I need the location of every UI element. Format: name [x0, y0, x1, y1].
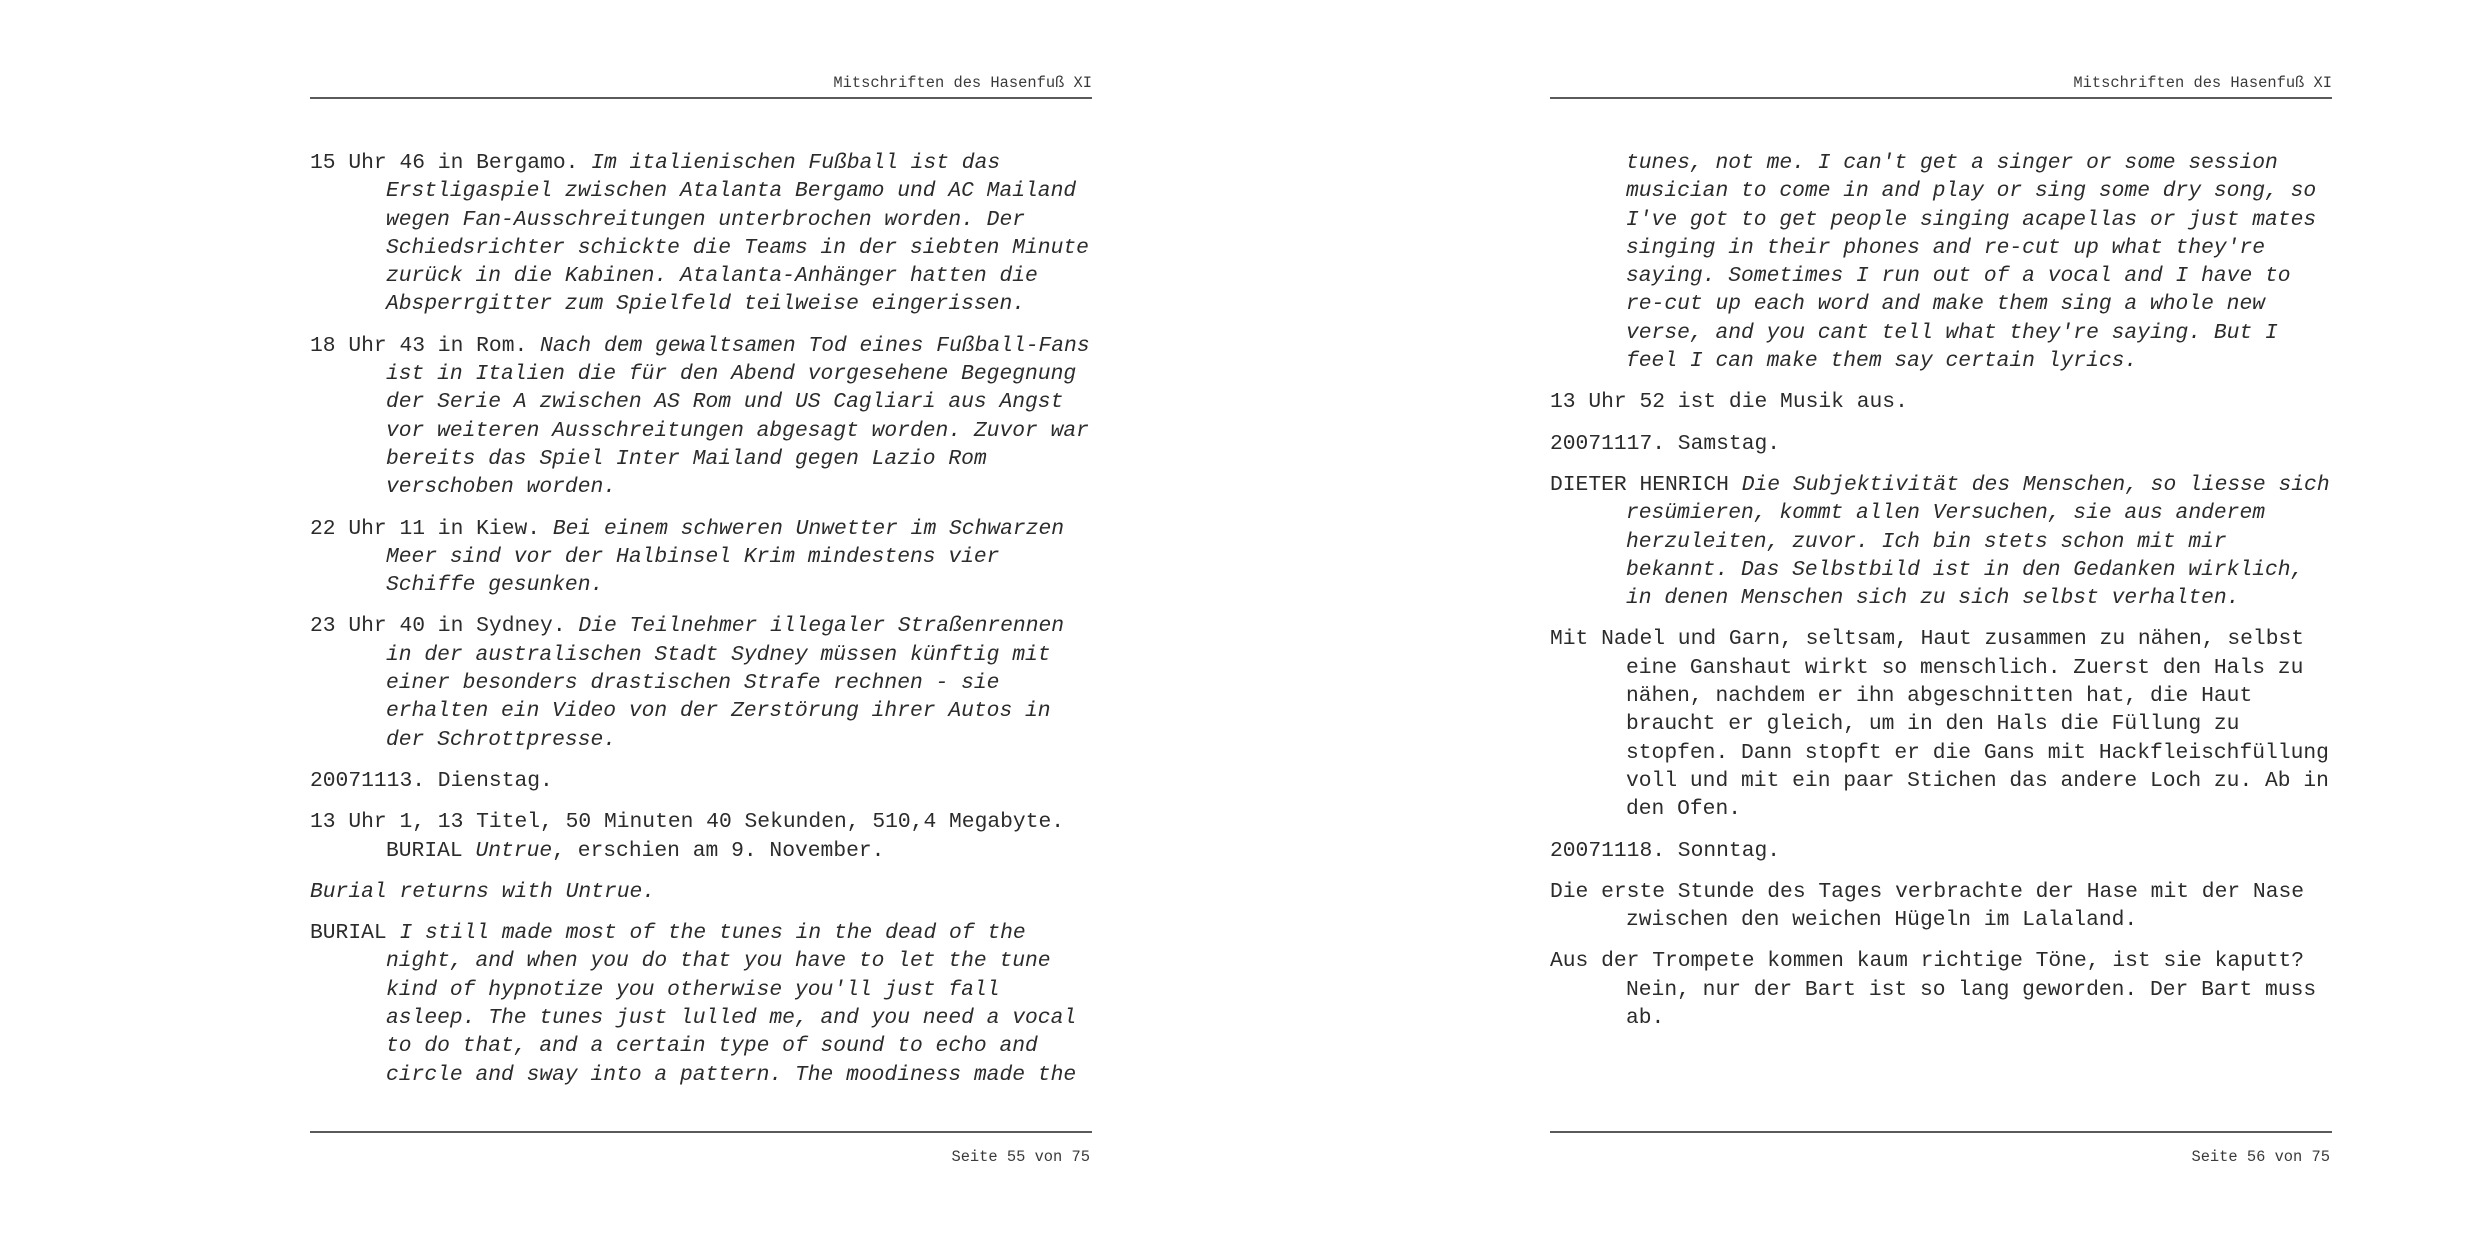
entry-music-off: 13 Uhr 52 ist die Musik aus.: [1550, 390, 1908, 415]
page-number: Seite 56 von 75: [2191, 1148, 2330, 1166]
entry-sydney: [310, 612, 1096, 753]
entry-quote: Nach dem gewaltsamen Tod eines Fußball-Fans ist in Italien die für den Abend vorgesehene Begegnung der Serie A zwischen AS Rom und US Cagliari aus Angst vor weiteren Ausschreitungen abgesagt worden. Zuvor war bereits das Spiel Inter Mailand gegen Lazio Rom verschoben worden.: [386, 333, 1090, 500]
entry-lead: 13 Uhr 1, 13 Titel, 50 Minuten 40 Sekunden, 510,4 Megabyte.: [310, 810, 1065, 835]
date-heading: 20071117. Samstag.: [1550, 431, 1781, 456]
running-header: Mitschriften des Hasenfuß XI: [833, 74, 1092, 92]
entry-lead: 18 Uhr 43 in Rom.: [310, 333, 528, 358]
entry-nadel: Mit Nadel und Garn, seltsam, Haut zusammen zu nähen, selbst eine Ganshaut wirkt so menschlich. Zuerst den Hals zu nähen, nachdem er ihn abgeschnitten hat, die Haut braucht er gleich, um in den Hals die Füllung zu stopfen. Dann stopft er die Gans mit Hackfleischfüllung voll und mit ein paar Stichen das andere Loch zu. Ab in den Ofen.: [1550, 627, 2329, 822]
running-header: Mitschriften des Hasenfuß XI: [2073, 74, 2332, 92]
entry-lead: BURIAL: [310, 921, 387, 946]
page-body: [310, 149, 1096, 1102]
entry-burial-quote-continued: tunes, not me. I can't get a singer or some session musician to come in and play or sing some dry song, so I've got to get people singing acapellas or just mates singing in their phones and re-cut up what they're saying. Sometimes I run out of a vocal and I have to re-cut up each word and make them sing a whole new verse, and you cant tell what they're saying. But I feel I can make them say certain lyrics.: [1626, 151, 2317, 374]
header-rule: [310, 97, 1092, 99]
entry-lead: 23 Uhr 40 in Sydney.: [310, 614, 566, 639]
entry-quote: I still made most of the tunes in the dead of the night, and when you do that you have to let the tune kind of hypnotize you otherwise you'll just fall asleep. The tunes just lulled me, and you need a vocal to do that, and a certain type of sound to echo and circle and sway into a pattern. The moodiness made the: [386, 921, 1077, 1087]
entry-trompete: Aus der Trompete kommen kaum richtige Töne, ist sie kaputt? Nein, nur der Bart ist so lang geworden. Der Bart muss ab.: [1550, 949, 2317, 1031]
page-body: [1550, 149, 2336, 1045]
date-heading: 20071113. Dienstag.: [310, 768, 553, 793]
entry-rom: [310, 332, 1096, 502]
left-page: [310, 0, 1092, 1240]
entry-lead: 22 Uhr 11 in Kiew.: [310, 516, 541, 541]
entry-quote: Die Teilnehmer illegaler Straßenrennen in der australischen Stadt Sydney müssen künftig mit einer besonders drastischen Strafe rechnen - sie erhalten ein Video von der Zerstörung ihrer Autos in der Schrottpresse.: [386, 614, 1065, 752]
footer-rule: [310, 1131, 1092, 1133]
entry-quote: Bei einem schweren Unwetter im Schwarzen Meer sind vor der Halbinsel Krim mindestens vier Schiffe gesunken.: [386, 516, 1065, 598]
entry-burial-quote: [310, 919, 1096, 1089]
entry-hase: Die erste Stunde des Tages verbrachte der Hase mit der Nase zwischen den weichen Hügeln im Lalaland.: [1550, 879, 2305, 933]
entry-quote: Im italienischen Fußball ist das Erstligaspiel zwischen Atalanta Bergamo und AC Mailand wegen Fan-Ausschreitungen unterbrochen worden. Der Schiedsrichter schickte die Teams in der siebten Minute zurück in die Kabinen. Atalanta-Anhänger hatten die Absperrgitter zum Spielfeld teilweise eingerissen.: [386, 151, 1089, 317]
header-rule: [1550, 97, 2332, 99]
album-release: , erschien am 9. November.: [552, 838, 885, 863]
entry-lead: DIETER HENRICH: [1550, 472, 1729, 497]
date-heading: 20071118. Sonntag.: [1550, 838, 1781, 863]
entry-kiew: [310, 515, 1096, 600]
entry-headline: Burial returns with Untrue.: [310, 879, 656, 904]
entry-lead: 15 Uhr 46 in Bergamo.: [310, 151, 579, 175]
footer-rule: [1550, 1131, 2332, 1133]
right-page: [1550, 0, 2332, 1240]
album-title: Untrue: [475, 838, 553, 863]
entry-henrich: [1550, 471, 2336, 612]
artist-name: BURIAL: [386, 838, 463, 863]
entry-quote: Die Subjektivität des Menschen, so liesse sich resümieren, kommt allen Versuchen, sie aus anderem herzuleiten, zuvor. Ich bin stets schon mit mir bekannt. Das Selbstbild ist in den Gedanken wirklich, in denen Menschen sich zu sich selbst verhalten.: [1626, 472, 2330, 611]
entry-bergamo: [310, 149, 1096, 319]
page-number: Seite 55 von 75: [951, 1148, 1090, 1166]
entry-album: [310, 808, 1096, 865]
